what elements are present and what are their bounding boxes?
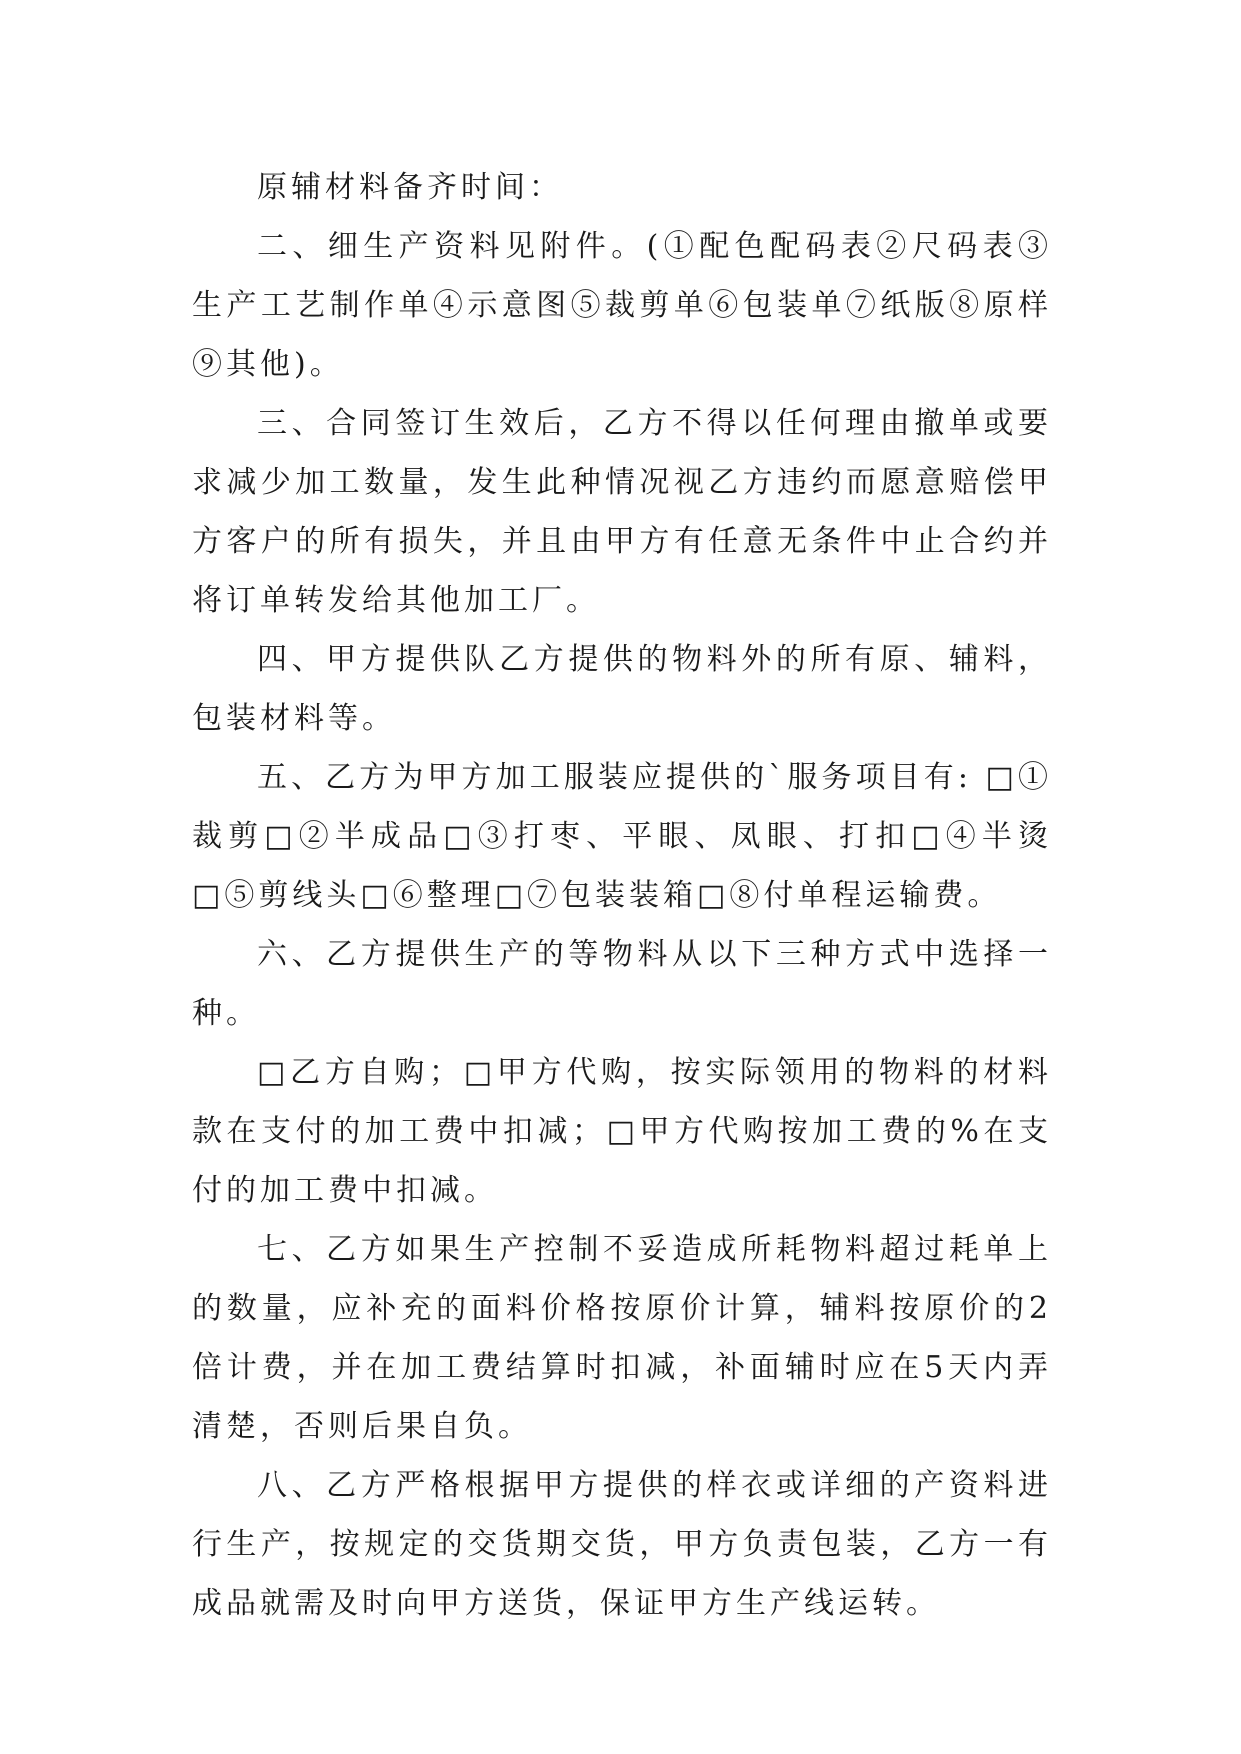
- paragraph-clause-2: 二、细生产资料见附件。(①配色配码表②尺码表③生产工艺制作单④示意图⑤裁剪单⑥包装单⑦纸版⑧原样⑨其他)。: [192, 229, 1052, 382]
- document-body: [192, 158, 1052, 1633]
- paragraph-material-time: 原辅材料备齐时间：: [257, 170, 563, 205]
- paragraph-clause-4: 四、甲方提供队乙方提供的物料外的所有原、辅料，包装材料等。: [192, 642, 1052, 736]
- paragraph-clause-5: 五、乙方为甲方加工服装应提供的`服务项目有: □①裁剪□②半成品□③打枣、平眼、凤眼、打扣□④半烫□⑤剪线头□⑥整理□⑦包装装箱□⑧付单程运输费。: [192, 760, 1052, 913]
- paragraph-clause-8: 八、乙方严格根据甲方提供的样衣或详细的产资料进行生产，按规定的交货期交货，甲方负责包装，乙方一有成品就需及时向甲方送货，保证甲方生产线运转。: [192, 1468, 1052, 1621]
- paragraph-clause-7: 七、乙方如果生产控制不妥造成所耗物料超过耗单上的数量，应补充的面料价格按原价计算，辅料按原价的2倍计费，并在加工费结算时扣减，补面辅时应在5天内弄清楚，否则后果自负。: [192, 1232, 1052, 1444]
- paragraph-clause-6-options: □乙方自购；□甲方代购，按实际领用的物料的材料款在支付的加工费中扣减；□甲方代购按加工费的%在支付的加工费中扣减。: [192, 1055, 1052, 1208]
- paragraph-clause-3: 三、合同签订生效后，乙方不得以任何理由撤单或要求减少加工数量，发生此种情况视乙方违约而愿意赔偿甲方客户的所有损失，并且由甲方有任意无条件中止合约并将订单转发给其他加工厂。: [192, 406, 1052, 618]
- paragraph-clause-6: 六、乙方提供生产的等物料从以下三种方式中选择一种。: [192, 937, 1052, 1031]
